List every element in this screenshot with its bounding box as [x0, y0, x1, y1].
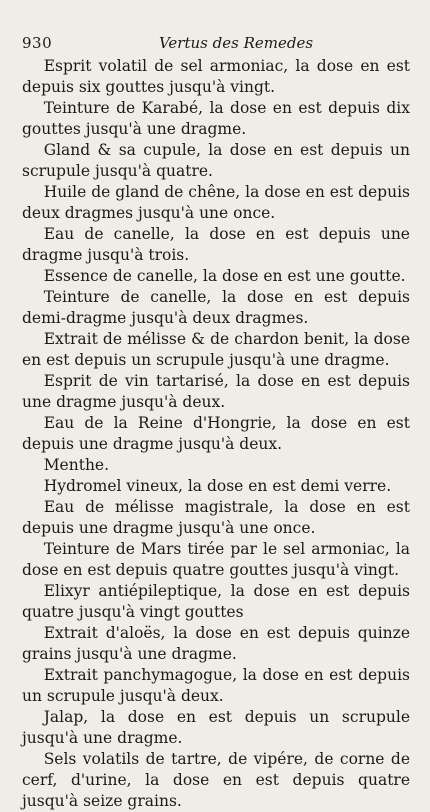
page-number: 930 [22, 34, 53, 52]
remedy-entry: Eau de canelle, la dose en est depuis une dragme jusqu'à trois. [22, 225, 410, 264]
remedy-entry: Eau de la Reine d'Hongrie, la dose en est depuis une dragme jusqu'à deux. [22, 414, 410, 453]
remedy-entry: Extrait panchymagogue, la dose en est depuis un scrupule jusqu'à deux. [22, 666, 410, 705]
remedy-entry: Elixyr antiépileptique, la dose en est depuis quatre jusqu'à vingt gouttes [22, 582, 410, 621]
remedy-entry: Teinture de canelle, la dose en est depuis demi-dragme jusqu'à deux dragmes. [22, 288, 410, 327]
remedy-entry: Menthe. [43, 456, 110, 474]
remedy-entry: Jalap, la dose en est depuis un scrupule jusqu'à une dragme. [22, 708, 410, 747]
remedy-entry: Gland & sa cupule, la dose en est depuis un scrupule jusqu'à quatre. [22, 141, 410, 180]
remedy-entry: Sels volatils de tartre, de vipére, de corne de cerf, d'urine, la dose en est depuis quatre jusqu'à seize grains. [22, 750, 410, 810]
running-title: Vertus des Remedes [158, 34, 314, 52]
remedy-entry: Extrait de mélisse & de chardon benit, la dose en est depuis un scrupule jusqu'à une dragme. [22, 330, 410, 369]
remedy-entry: Extrait d'aloës, la dose en est depuis quinze grains jusqu'à une dragme. [22, 624, 410, 663]
remedy-entry: Teinture de Mars tirée par le sel armoniac, la dose en est depuis quatre gouttes jusqu'à vingt. [22, 540, 410, 579]
page-header [22, 34, 410, 54]
remedy-entry: Essence de canelle, la dose en est une goutte. [43, 267, 406, 285]
remedy-list [22, 56, 410, 812]
remedy-entry: Huile de gland de chêne, la dose en est depuis deux dragmes jusqu'à une once. [22, 183, 410, 222]
remedy-entry: Esprit volatil de sel armoniac, la dose en est depuis six gouttes jusqu'à vingt. [22, 57, 410, 96]
remedy-entry: Teinture de Karabé, la dose en est depuis dix gouttes jusqu'à une dragme. [22, 99, 410, 138]
remedy-entry: Esprit de vin tartarisé, la dose en est depuis une dragme jusqu'à deux. [22, 372, 410, 411]
remedy-entry: Hydromel vineux, la dose en est demi verre. [43, 477, 392, 495]
remedy-entry: Eau de mélisse magistrale, la dose en est depuis une dragme jusqu'à une once. [22, 498, 410, 537]
